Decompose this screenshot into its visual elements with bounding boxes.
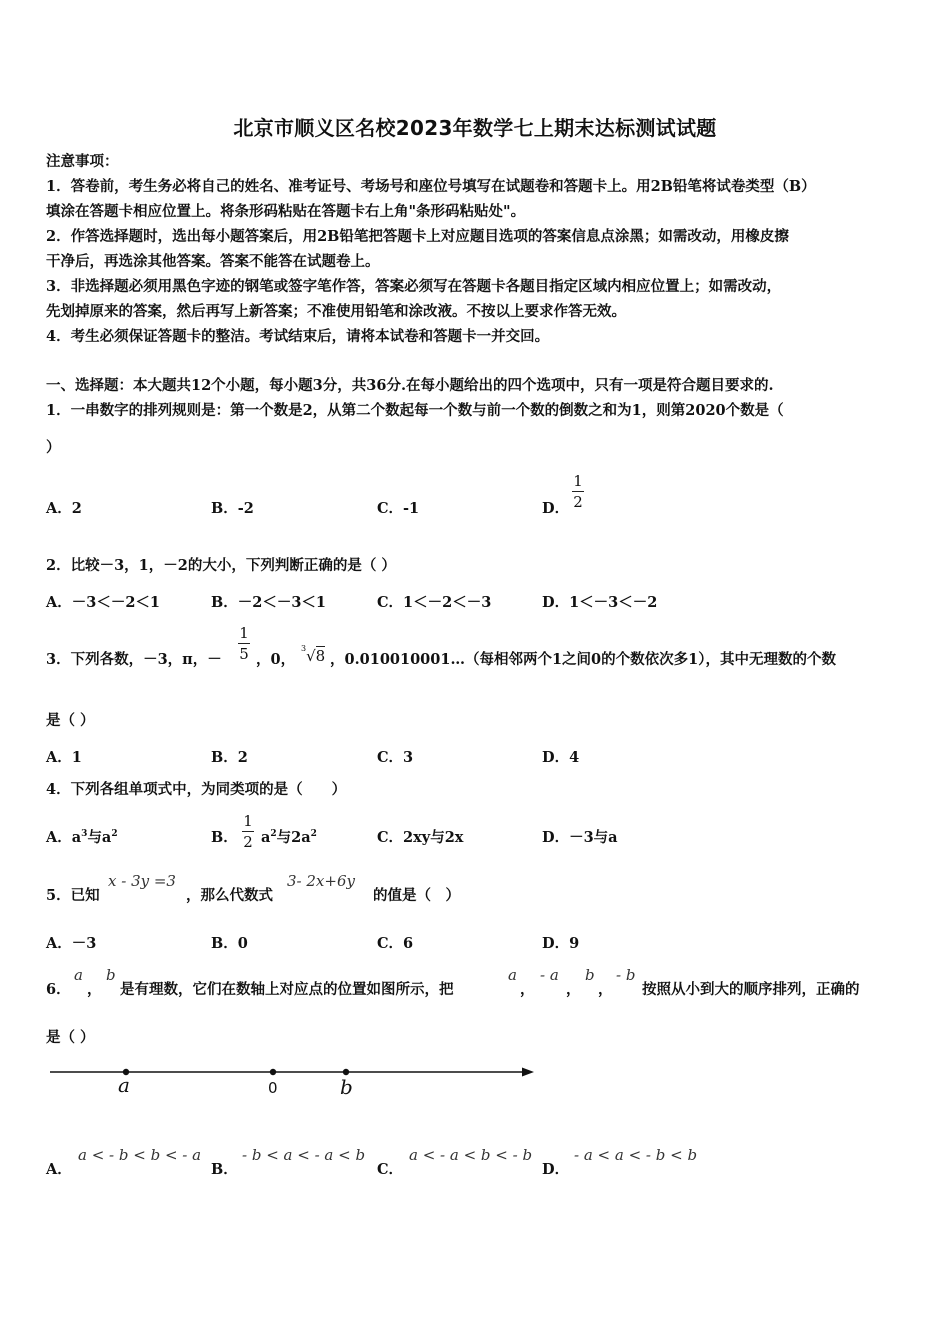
note-line: 干净后，再选涂其他答案。答案不能答在试题卷上。 — [46, 253, 380, 270]
q5-stem-mid: ，那么代数式 — [186, 887, 273, 904]
fraction-denominator: 5 — [239, 645, 249, 663]
q3-fraction — [238, 624, 250, 663]
q1-stem: 1．一串数字的排列规则是：第一个数是2，从第二个数起每一个数与前一个数的倒数之和为1，则第2020个数是（ — [46, 402, 784, 419]
q2-stem: 2．比较－3，1，－2的大小，下列判断正确的是（ ） — [46, 557, 396, 574]
q2-option-b: B．－2＜－3＜1 — [211, 594, 327, 611]
fraction-numerator: 1 — [573, 472, 583, 490]
q6-option-a: a < - b < b < - a — [78, 1146, 202, 1164]
fraction-numerator: 1 — [243, 812, 253, 830]
axis-label-b: b — [340, 1075, 353, 1099]
fraction-denominator: 2 — [573, 493, 583, 511]
q4-option-c: C．2xy与2x — [377, 829, 464, 846]
fraction-denominator: 2 — [243, 833, 253, 851]
axis-label-a: a — [118, 1073, 130, 1097]
point-zero — [270, 1069, 276, 1075]
q6-option-b: - b < a < - a < b — [242, 1146, 366, 1164]
q6-number: 6． — [46, 981, 71, 998]
q5-expression-2: 3- 2x+6y — [287, 872, 355, 890]
q6-option-c-label: C． — [377, 1161, 404, 1178]
q5-expression-1: x - 3y =3 — [108, 872, 176, 890]
q4-option-d: D．－3与a — [542, 829, 618, 846]
q6-comma: ， — [566, 981, 581, 998]
q1-option-d-fraction — [572, 472, 584, 511]
term: a — [261, 829, 271, 846]
note-line: 2．作答选择题时，选出每小题答案后，用2B铅笔把答题卡上对应题目选项的答案信息点涂黑；如需改动，用橡皮擦 — [46, 228, 789, 245]
q3-cube-root — [301, 644, 326, 665]
option-label: A． — [46, 829, 72, 846]
q6-stem-text-2: 按照从小到大的顺序排列，正确的 — [642, 981, 860, 998]
q6-option-b-label: B． — [211, 1161, 238, 1178]
section-heading: 一、选择题：本大题共12个小题，每小题3分，共36分.在每小题给出的四个选项中，只有一项是符合题目要求的. — [46, 377, 774, 394]
exponent: 2 — [111, 829, 118, 840]
term: 与2a — [276, 829, 311, 846]
q5-option-d: D．9 — [542, 935, 580, 952]
note-line: 先划掉原来的答案，然后再写上新答案；不准使用铅笔和涂改液。不按以上要求作答无效。 — [46, 303, 626, 320]
q5-stem-suffix: 的值是（ ） — [373, 887, 460, 904]
q6-stem-text: 是有理数，它们在数轴上对应点的位置如图所示，把 — [120, 981, 454, 998]
q3-stem-prefix: 3．下列各数，－3，π，－ — [46, 651, 222, 668]
note-line: 3．非选择题必须用黑色字迹的钢笔或签字笔作答，答案必须写在答题卡各题目指定区域内相应位置上；如需改动， — [46, 278, 782, 295]
q6-option-d-label: D． — [542, 1161, 570, 1178]
root-index: 3 — [301, 644, 307, 653]
fraction-numerator: 1 — [239, 624, 249, 642]
q6-comma: ， — [598, 981, 613, 998]
q5-option-a: A．－3 — [46, 935, 97, 952]
q3-option-c: C．3 — [377, 749, 414, 766]
page-title: 北京市顺义区名校2023年数学七上期末达标测试试题 — [233, 116, 717, 140]
exponent: 2 — [310, 829, 317, 840]
q6-stem-end: 是（ ） — [46, 1029, 95, 1046]
q1-option-d — [542, 497, 569, 518]
q6-list-neg-b: - b — [616, 966, 636, 984]
q2-option-d: D．1＜－3＜－2 — [542, 594, 658, 611]
q3-option-a: A．1 — [46, 749, 82, 766]
q2-option-a: A．－3＜－2＜1 — [46, 594, 161, 611]
q3-stem-suffix: ，0.010010001…（每相邻两个1之间0的个数依次多1），其中无理数的个数 — [330, 651, 836, 668]
arrow-right-icon — [522, 1068, 534, 1077]
q3-stem-end: 是（ ） — [46, 712, 95, 729]
q1-option-b: B．-2 — [211, 500, 254, 517]
q6-list-a: a — [508, 966, 517, 984]
q1-stem-end: ） — [46, 439, 61, 456]
q5-option-c: C．6 — [377, 935, 414, 952]
q6-var-a: a — [74, 966, 83, 984]
q1-option-a: A．2 — [46, 500, 82, 517]
q6-comma: ， — [87, 981, 102, 998]
q6-list-b: b — [585, 966, 595, 984]
q6-var-b: b — [106, 966, 116, 984]
q6-option-a-label: A． — [46, 1161, 72, 1178]
q6-comma: ， — [520, 981, 535, 998]
note-line: 4．考生必须保证答题卡的整洁。考试结束后，请将本试卷和答题卡一并交回。 — [46, 328, 550, 345]
exponent: 3 — [81, 829, 88, 840]
q4-option-a — [46, 826, 118, 847]
q3-option-d: D．4 — [542, 749, 580, 766]
q4-option-b — [261, 826, 317, 847]
q6-list-neg-a: - a — [540, 966, 559, 984]
q3-stem-mid: ，0， — [256, 651, 296, 668]
q6-option-c: a < - a < b < - b — [409, 1146, 533, 1164]
term: 与a — [87, 829, 112, 846]
q1-option-d-label: D． — [542, 500, 570, 517]
q4-option-b-label: B． — [211, 829, 238, 846]
q4-stem: 4．下列各组单项式中，为同类项的是（ ） — [46, 781, 347, 798]
note-line: 填涂在答题卡相应位置上。将条形码粘贴在答题卡右上角"条形码粘贴处"。 — [46, 203, 526, 220]
radicand: 8 — [315, 647, 326, 665]
axis-label-zero: 0 — [268, 1079, 278, 1097]
q1-option-c: C．-1 — [377, 500, 420, 517]
q3-option-b: B．2 — [211, 749, 248, 766]
q2-option-c: C．1＜－2＜－3 — [377, 594, 492, 611]
exponent: 2 — [270, 829, 277, 840]
q5-stem-prefix: 5．已知 — [46, 887, 100, 904]
q6-option-d: - a < a < - b < b — [574, 1146, 698, 1164]
radical-sign-icon: √ — [306, 647, 316, 665]
q5-option-b: B．0 — [211, 935, 248, 952]
q4-option-b-fraction — [242, 812, 254, 851]
notes-heading: 注意事项： — [46, 153, 119, 170]
term: a — [71, 829, 82, 846]
note-line: 1．答卷前，考生务必将自己的姓名、准考证号、考场号和座位号填写在试题卷和答题卡上。用2B铅笔将试卷类型（B） — [46, 178, 816, 195]
